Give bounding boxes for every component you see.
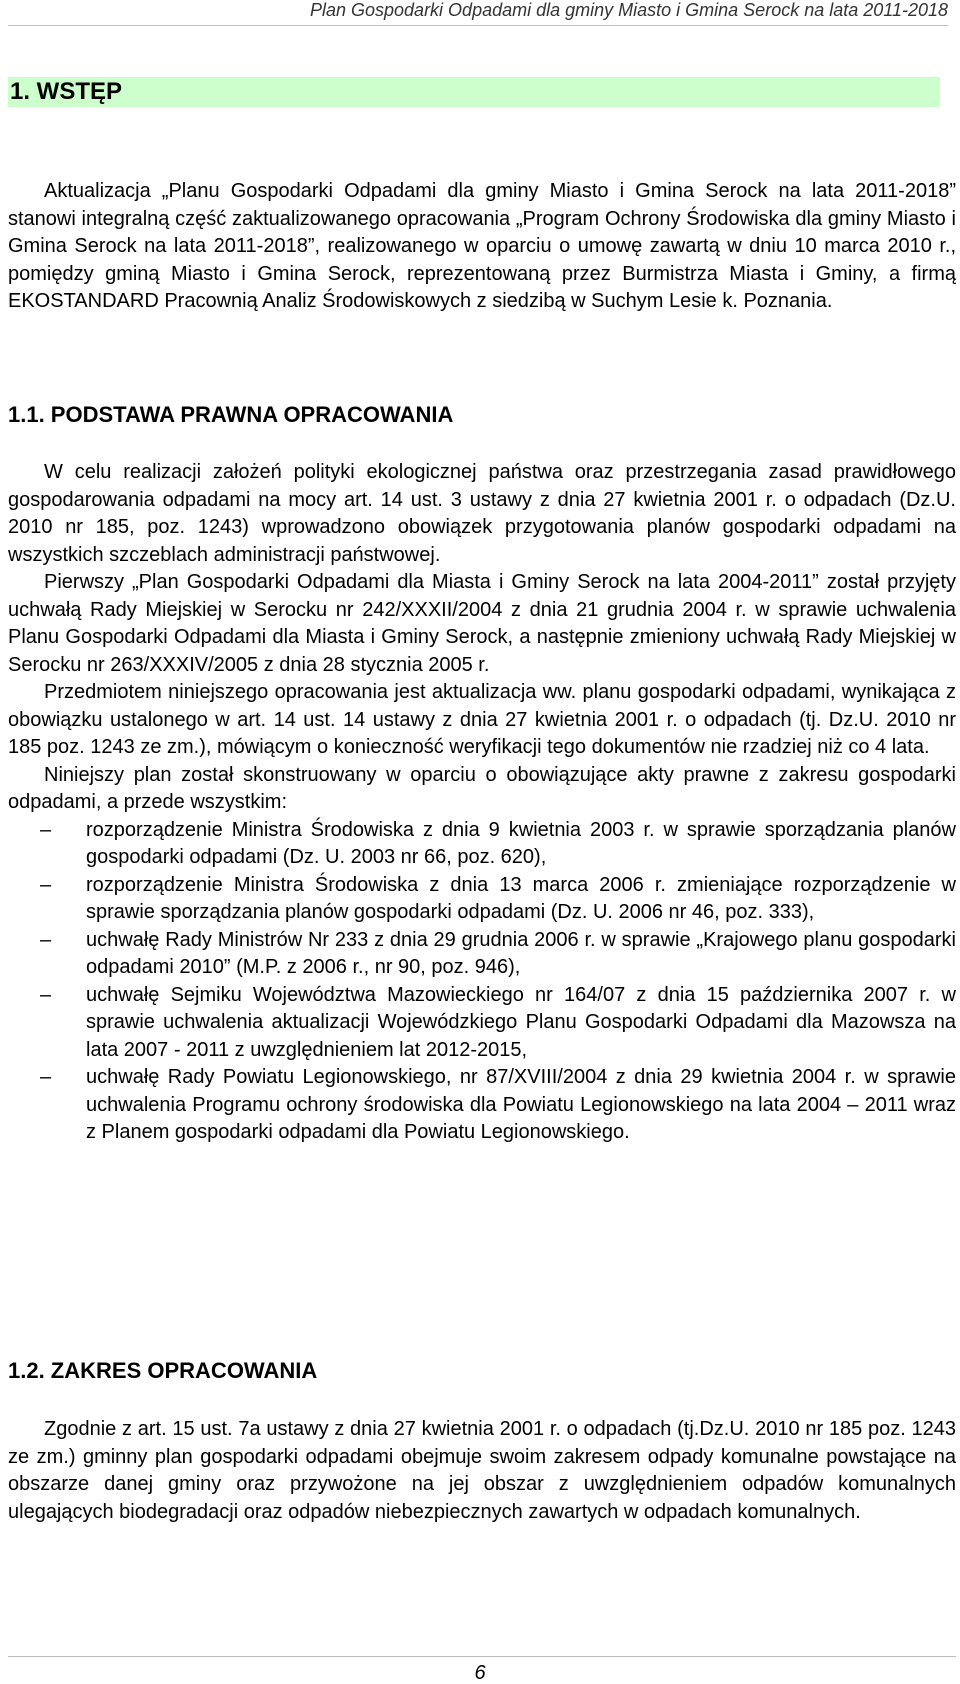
list-item — [8, 927, 956, 982]
legal-basis-block — [8, 459, 956, 1147]
running-header-title: Plan Gospodarki Odpadami dla gminy Miasto i Gmina Serock na lata 2011-2018 — [309, 0, 948, 20]
list-dash: – — [40, 928, 52, 951]
list-item-text: uchwałę Rady Powiatu Legionowskiego, nr 87/XVIII/2004 z dnia 29 kwietnia 2004 r. w sprawie uchwalenia Programu ochrony środowiska dla Powiatu Legionowskiego na lata 2004 – 2011 wraz z Planem gospodarki odpadami dla Powiatu Legionowskiego. — [86, 1066, 956, 1143]
intro-block — [8, 178, 956, 316]
page-number: 6 — [474, 1662, 486, 1684]
list-dash: – — [40, 983, 52, 1006]
scope-paragraph: Zgodnie z art. 15 ust. 7a ustawy z dnia 27 kwietnia 2001 r. o odpadach (tj.Dz.U. 2010 nr 185 poz. 1243 ze zm.) gminny plan gospodarki odpadami obejmuje swoim zakresem odpady komunalne powstające na obszarze danej gminy oraz przywożone na jej obszar z uwzględnieniem odpadów komunalnych ulegających biodegradacji oraz odpadów niebezpiecznych zawartych w odpadach komunalnych. — [8, 1418, 956, 1523]
intro-paragraph: Aktualizacja „Planu Gospodarki Odpadami dla gminy Miasto i Gmina Serock na lata 2011-2018” stanowi integralną część zaktualizowanego opracowania „Program Ochrony Środowiska dla gminy Miasto i Gmina Serock na lata 2011-2018”, realizowanego w oparciu o umowę zawartą w dniu 10 marca 2010 r., pomiędzy gminą Miasto i Gmina Serock, reprezentowaną przez Burmistrza Miasta i Gminy, a firmą EKOSTANDARD Pracownią Analiz Środowiskowych z siedzibą w Suchym Lesie k. Poznania. — [8, 180, 956, 312]
list-item — [8, 817, 956, 872]
running-header — [8, 0, 948, 26]
scope-block — [8, 1416, 956, 1526]
section-title: 1. WSTĘP — [10, 78, 123, 105]
subject-paragraph: Przedmiotem niniejszego opracowania jest aktualizacja ww. planu gospodarki odpadami, wynikająca z obowiązku ustalonego w art. 14 ust. 14 ustawy z dnia 27 kwietnia 2001 r. o odpadach (tj. Dz.U. 2010 nr 185 poz. 1243 ze zm.), mówiącym o konieczność weryfikacji tego dokumentów nie rzadziej niż co 4 lata. — [8, 681, 956, 758]
list-item — [8, 872, 956, 927]
list-item-text: uchwałę Rady Ministrów Nr 233 z dnia 29 grudnia 2006 r. w sprawie „Krajowego planu gospodarki odpadami 2010” (M.P. z 2006 r., nr 90, poz. 946), — [86, 928, 956, 978]
list-item — [8, 982, 956, 1065]
legal-acts-list — [8, 817, 956, 1147]
list-dash: – — [40, 818, 52, 841]
first-plan-paragraph: Pierwszy „Plan Gospodarki Odpadami dla Miasta i Gminy Serock na lata 2004-2011” został przyjęty uchwałą Rady Miejskiej w Serocku nr 242/XXXII/2004 z dnia 21 grudnia 2004 r. w sprawie uchwalenia Planu Gospodarki Odpadami dla Miasta i Gminy Serock, a następnie zmieniony uchwałą Rady Miejskiej w Serocku nr 263/XXXIV/2005 z dnia 28 stycznia 2005 r. — [8, 571, 956, 676]
list-item-text: rozporządzenie Ministra Środowiska z dnia 9 kwietnia 2003 r. w sprawie sporządzania planów gospodarki odpadami (Dz. U. 2003 nr 66, poz. 620), — [86, 818, 956, 868]
list-dash: – — [40, 873, 52, 896]
legal-acts-intro-paragraph: Niniejszy plan został skonstruowany w oparciu o obowiązujące akty prawne z zakresu gospodarki odpadami, a przede wszystkim: — [8, 763, 956, 813]
section-title-bar — [8, 77, 940, 107]
list-item-text: rozporządzenie Ministra Środowiska z dnia 13 marca 2006 r. zmieniające rozporządzenie w sprawie sporządzania planów gospodarki odpadami (Dz. U. 2006 nr 46, poz. 333), — [86, 873, 956, 923]
list-item — [8, 1064, 956, 1147]
footer-divider — [8, 1656, 956, 1657]
list-item-text: uchwałę Sejmiku Województwa Mazowieckiego nr 164/07 z dnia 15 października 2007 r. w sprawie uchwalenia aktualizacji Wojewódzkiego Planu Gospodarki Odpadami dla Mazowsza na lata 2007 - 2011 z uwzględnieniem lat 2012-2015, — [86, 983, 956, 1061]
subsection-heading-scope: 1.2. ZAKRES OPRACOWANIA — [8, 1358, 318, 1383]
subsection-heading-legal-basis: 1.1. PODSTAWA PRAWNA OPRACOWANIA — [8, 402, 454, 427]
list-dash: – — [40, 1066, 52, 1088]
legal-basis-paragraph: W celu realizacji założeń polityki ekologicznej państwa oraz przestrzegania zasad prawidłowego gospodarowania odpadami na mocy art. 14 ust. 3 ustawy z dnia 27 kwietnia 2001 r. o odpadach (Dz.U. 2010 nr 185, poz. 1243) wprowadzono obowiązek przygotowania planów gospodarki odpadami na wszystkich szczeblach administracji państwowej. — [8, 461, 956, 566]
